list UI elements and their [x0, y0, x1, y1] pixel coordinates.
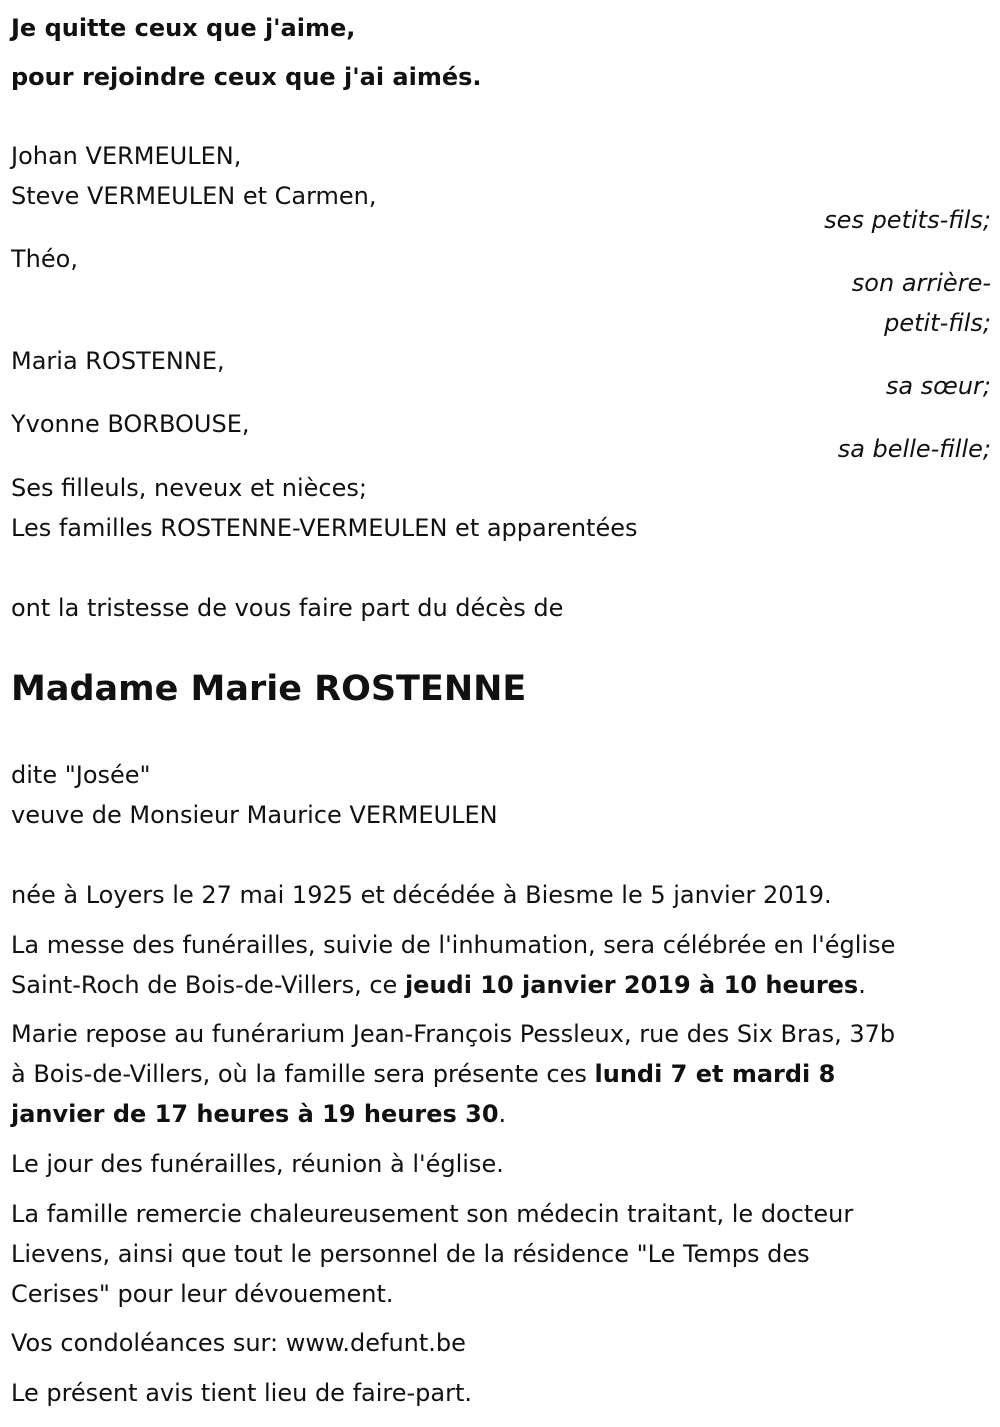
deceased-name: Madame Marie ROSTENNE — [11, 669, 527, 709]
meeting-line: Le jour des funérailles, réunion à l'église. — [11, 1150, 504, 1178]
grandson-johan: Johan VERMEULEN, — [11, 142, 242, 170]
grandsons-role: ses petits-fils; — [824, 206, 991, 234]
funeral-line-2-suffix: . — [858, 971, 866, 999]
godchildren-nephews: Ses filleuls, neveux et nièces; — [11, 474, 367, 502]
families-related: Les familles ROSTENNE-VERMEULEN et apparentées — [11, 514, 638, 542]
condolences-line: Vos condoléances sur: www.defunt.be — [11, 1329, 466, 1357]
rest-line-1: Marie repose au funérarium Jean-François Pessleux, rue des Six Bras, 37b — [11, 1020, 896, 1048]
sister-role: sa sœur; — [885, 372, 991, 400]
birth-death-line: née à Loyers le 27 mai 1925 et décédée à Biesme le 5 janvier 2019. — [11, 881, 832, 909]
funeral-line-1: La messe des funérailles, suivie de l'inhumation, sera célébrée en l'église — [11, 931, 896, 959]
great-grandson: Théo, — [11, 245, 78, 273]
funeral-line-2 — [11, 973, 866, 997]
visiting-hours: janvier de 17 heures à 19 heures 30 — [11, 1100, 499, 1128]
funeral-date-time: jeudi 10 janvier 2019 à 10 heures — [404, 971, 859, 999]
notice-line: Le présent avis tient lieu de faire-part. — [11, 1379, 473, 1407]
daughter-in-law-role: sa belle-fille; — [837, 435, 991, 463]
great-grandson-role-1: son arrière- — [851, 269, 991, 297]
rest-line-3-suffix: . — [498, 1100, 507, 1128]
daughter-in-law: Yvonne BORBOUSE, — [11, 410, 250, 438]
sister: Maria ROSTENNE, — [11, 347, 225, 375]
grandson-steve: Steve VERMEULEN et Carmen, — [11, 182, 377, 210]
thanks-line-1: La famille remercie chaleureusement son médecin traitant, le docteur — [11, 1200, 854, 1228]
deceased-nickname: dite "Josée" — [11, 761, 151, 789]
visiting-days: lundi 7 et mardi 8 — [594, 1060, 836, 1088]
rest-line-2 — [11, 1062, 835, 1086]
great-grandson-role-2: petit-fils; — [884, 309, 991, 337]
thanks-line-2: Lievens, ainsi que tout le personnel de la résidence "Le Temps des — [11, 1240, 810, 1268]
funeral-line-2-prefix: Saint-Roch de Bois-de-Villers, ce — [11, 971, 405, 999]
thanks-line-3: Cerises" pour leur dévouement. — [11, 1280, 394, 1308]
deceased-widow-of: veuve de Monsieur Maurice VERMEULEN — [11, 801, 498, 829]
quote-line-2: pour rejoindre ceux que j'ai aimés. — [11, 63, 482, 91]
quote-line-1: Je quitte ceux que j'aime, — [11, 14, 356, 42]
rest-line-2-prefix: à Bois-de-Villers, où la famille sera présente ces — [11, 1060, 595, 1088]
rest-line-3 — [11, 1102, 506, 1126]
announcement-text: ont la tristesse de vous faire part du décès de — [11, 594, 564, 622]
